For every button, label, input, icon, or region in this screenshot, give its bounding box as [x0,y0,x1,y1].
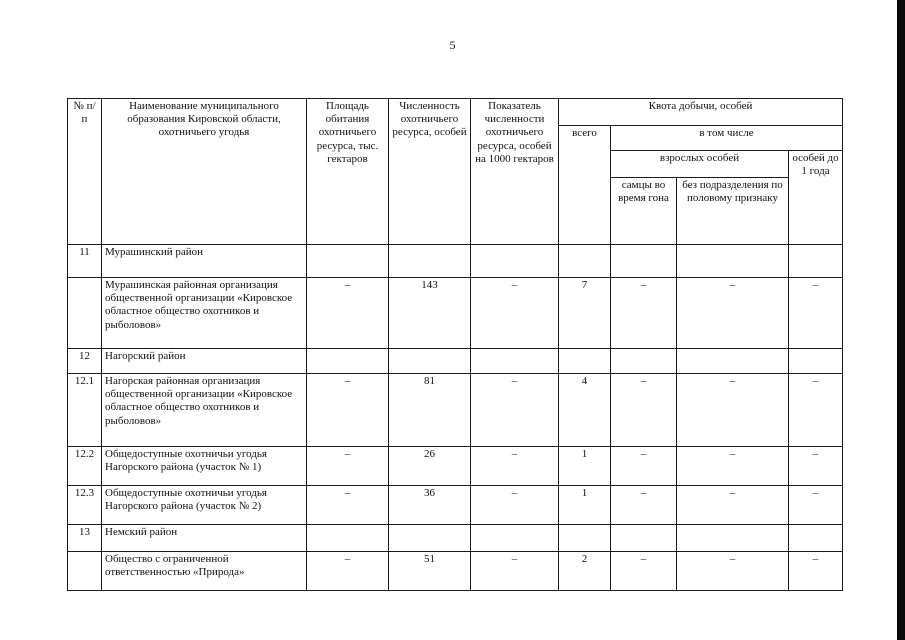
cell-area: – [307,552,389,591]
cell-nosex: – [677,374,789,447]
page-number: 5 [449,38,456,52]
cell-name: Общедоступные охотничьи угодья Нагорского района (участок № 2) [102,486,307,525]
cell-males [611,245,677,278]
cell-young [789,349,843,374]
cell-num: 12.2 [68,447,102,486]
cell-males [611,349,677,374]
cell-name: Нагорская районная организация общественной организации «Кировское областное общество охотников и рыболовов» [102,374,307,447]
cell-count: 36 [389,486,471,525]
cell-total [559,349,611,374]
cell-density: – [471,278,559,349]
cell-total: 4 [559,374,611,447]
cell-density [471,245,559,278]
cell-males: – [611,486,677,525]
cell-density: – [471,374,559,447]
cell-area: – [307,447,389,486]
cell-area: – [307,486,389,525]
header-including: в том числе [611,126,843,151]
cell-count: 81 [389,374,471,447]
cell-young [789,245,843,278]
cell-area: – [307,374,389,447]
cell-males: – [611,278,677,349]
cell-count: 51 [389,552,471,591]
cell-total [559,525,611,552]
header-males: самцы во время гона [611,178,677,245]
cell-density: – [471,447,559,486]
cell-males: – [611,447,677,486]
cell-nosex [677,525,789,552]
cell-num: 12 [68,349,102,374]
cell-young: – [789,552,843,591]
table-row [68,486,843,525]
table-row [68,349,843,374]
cell-count: 26 [389,447,471,486]
cell-total: 2 [559,552,611,591]
header-nosex: без подразделения по половому признаку [677,178,789,245]
cell-count [389,525,471,552]
table-row [68,525,843,552]
cell-nosex: – [677,486,789,525]
cell-num: 12.3 [68,486,102,525]
cell-name: Общедоступные охотничьи угодья Нагорского района (участок № 1) [102,447,307,486]
cell-young: – [789,374,843,447]
header-name: Наименование муниципального образования Кировской области, охотничьего угодья [102,99,307,245]
scan-edge-bar [897,0,905,640]
cell-area: – [307,278,389,349]
header-density: Показатель численности охотничьего ресурса, особей на 1000 гектаров [471,99,559,245]
cell-count [389,349,471,374]
table-row [68,552,843,591]
table-row [68,245,843,278]
cell-young [789,525,843,552]
cell-area [307,349,389,374]
table-row [68,374,843,447]
cell-males [611,525,677,552]
cell-young: – [789,278,843,349]
cell-name: Общество с ограниченной ответственностью «Природа» [102,552,307,591]
cell-name: Мурашинский район [102,245,307,278]
cell-density [471,525,559,552]
cell-young: – [789,486,843,525]
cell-total: 1 [559,486,611,525]
cell-density: – [471,552,559,591]
cell-density [471,349,559,374]
cell-count [389,245,471,278]
cell-nosex: – [677,278,789,349]
cell-name: Нагорский район [102,349,307,374]
cell-nosex: – [677,552,789,591]
cell-num: 12.1 [68,374,102,447]
cell-males: – [611,552,677,591]
cell-nosex: – [677,447,789,486]
cell-area [307,245,389,278]
cell-num: 13 [68,525,102,552]
cell-total: 1 [559,447,611,486]
header-count: Численность охотничьего ресурса, особей [389,99,471,245]
cell-nosex [677,349,789,374]
cell-total: 7 [559,278,611,349]
cell-area [307,525,389,552]
cell-young: – [789,447,843,486]
cell-total [559,245,611,278]
cell-num [68,278,102,349]
cell-count: 143 [389,278,471,349]
cell-name: Немский район [102,525,307,552]
header-total: всего [559,126,611,245]
header-area: Площадь обитания охотничьего ресурса, тыс. гектаров [307,99,389,245]
cell-nosex [677,245,789,278]
table-row [68,278,843,349]
cell-name: Мурашинская районная организация общественной организации «Кировское областное общество охотников и рыболовов» [102,278,307,349]
cell-density: – [471,486,559,525]
table-row [68,447,843,486]
header-quota: Квота добычи, особей [559,99,843,126]
cell-num: 11 [68,245,102,278]
cell-males: – [611,374,677,447]
header-young: особей до 1 года [789,151,843,245]
hunting-quota-table [67,98,843,591]
header-num: № п/п [68,99,102,245]
header-adults: взрослых особей [611,151,789,178]
cell-num [68,552,102,591]
